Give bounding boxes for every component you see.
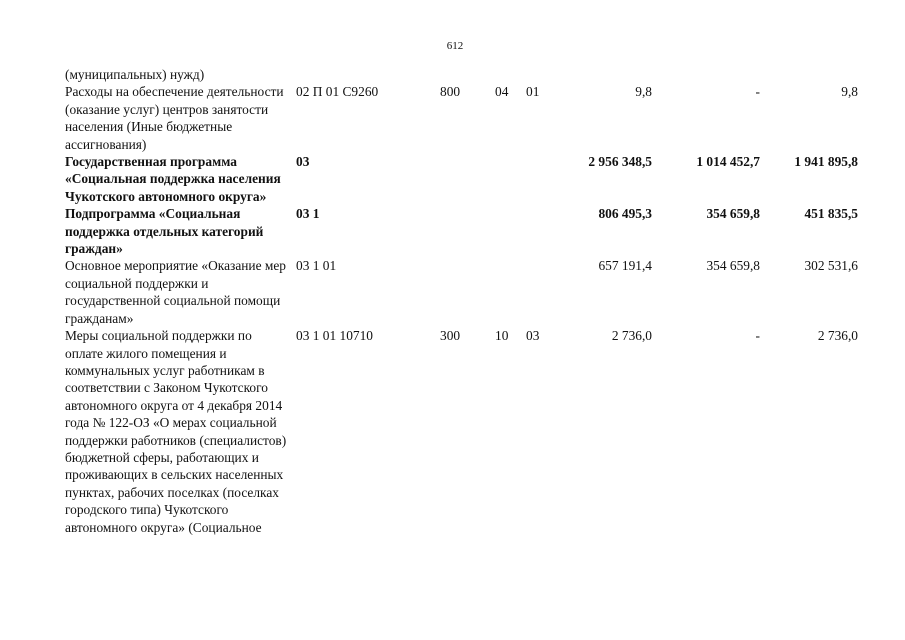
- row-federal: 354 659,8: [706, 206, 760, 222]
- row-total: 2 736,0: [611, 328, 652, 344]
- row-regional: 302 531,6: [804, 258, 858, 274]
- row-section: 04: [495, 84, 509, 100]
- row-name: Расходы на обеспечение деятельности (оказание услуг) центров занятости населения (Иные бюджетные ассигнования): [65, 84, 284, 152]
- row-federal: 1 014 452,7: [696, 154, 760, 170]
- row-regional: 2 736,0: [817, 328, 858, 344]
- row-federal: -: [755, 84, 760, 100]
- row-federal: 354 659,8: [706, 258, 760, 274]
- page-number: 612: [446, 40, 464, 52]
- row-regional: 1 941 895,8: [794, 154, 858, 170]
- table-row: [0, 327, 905, 536]
- budget-table: [0, 66, 905, 536]
- table-row: [0, 257, 905, 327]
- row-code: 03 1 01 10710: [296, 328, 373, 344]
- row-code: 02 П 01 С9260: [296, 84, 379, 100]
- row-name: Меры социальной поддержки по оплате жилого помещения и коммунальных услуг работникам в соответствии с Законом Чукотского автономного округа от 4 декабря 2014 года № 122-ОЗ «О мерах социальной поддержки работников (специалистов) бюджетной сферы, работающих и проживающих в сельских населенных пунктах, рабочих поселках (поселках городского типа) Чукотского автономного округа» (Социальное: [65, 328, 287, 535]
- row-name: (муниципальных) нужд): [65, 67, 205, 82]
- row-total: 2 956 348,5: [588, 154, 652, 170]
- row-total: 657 191,4: [598, 258, 652, 274]
- row-subsection: 03: [526, 328, 540, 344]
- row-expense-type: 800: [440, 84, 461, 100]
- row-code: 03 1 01: [296, 258, 337, 274]
- row-subsection: 01: [526, 84, 540, 100]
- table-row: [0, 205, 905, 257]
- row-total: 806 495,3: [598, 206, 652, 222]
- row-name: Основное мероприятие «Оказание мер социальной поддержки и государственной социальной помощи гражданам»: [65, 258, 286, 326]
- row-federal: -: [755, 328, 760, 344]
- row-section: 10: [495, 328, 509, 344]
- row-code: 03: [296, 154, 310, 170]
- table-row: [0, 66, 905, 83]
- table-row: [0, 83, 905, 153]
- row-regional: 9,8: [841, 84, 858, 100]
- table-row: [0, 153, 905, 205]
- row-name: Подпрограмма «Социальная поддержка отдельных категорий граждан»: [65, 206, 264, 257]
- row-code: 03 1: [296, 206, 320, 222]
- row-regional: 451 835,5: [804, 206, 858, 222]
- row-total: 9,8: [635, 84, 652, 100]
- row-expense-type: 300: [440, 328, 461, 344]
- row-name: Государственная программа «Социальная поддержка населения Чукотского автономного округа»: [65, 154, 281, 204]
